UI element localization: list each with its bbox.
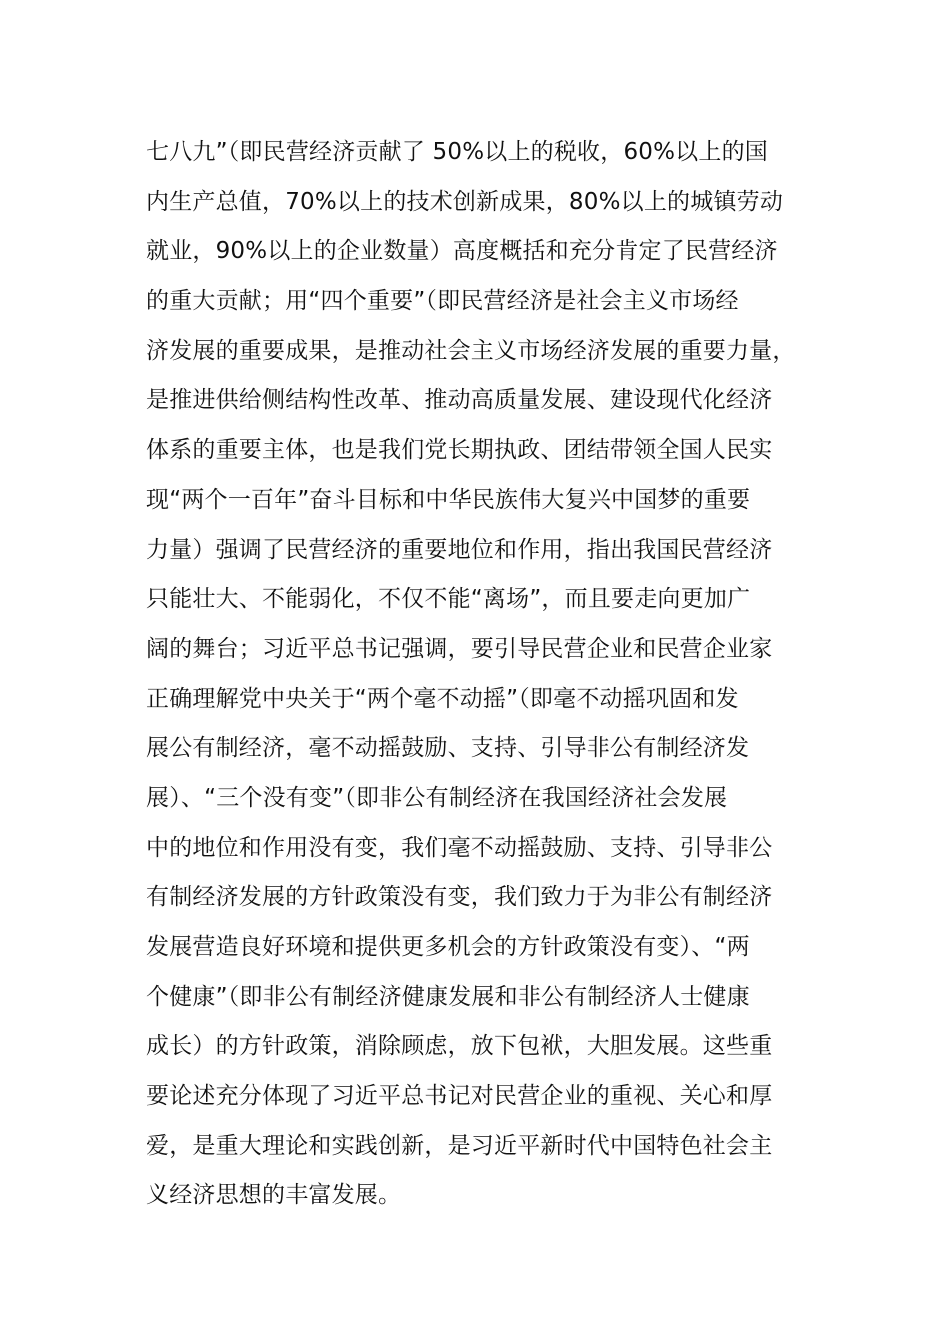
text-line: 爱，是重大理论和实践创新，是习近平新时代中国特色社会主 — [146, 1132, 773, 1159]
text-line: 发展营造良好环境和提供更多机会的方针政策没有变）、“两 — [146, 934, 750, 960]
text-line: 现“两个一百年”奋斗目标和中华民族伟大复兴中国梦的重要 — [146, 486, 751, 513]
text-line: 义经济思想的丰富发展。 — [146, 1182, 402, 1209]
text-line: 中的地位和作用没有变，我们毫不动摇鼓励、支持、引导非公 — [146, 834, 773, 861]
text-line: 力量）强调了民营经济的重要地位和作用，指出我国民营经济 — [146, 536, 773, 563]
text-line: 就业，90%以上的企业数量）高度概括和充分肯定了民营经济 — [146, 238, 778, 265]
text-line: 展）、“三个没有变”（即非公有制经济在我国经济社会发展 — [146, 784, 728, 811]
text-line: 展公有制经济，毫不动摇鼓励、支持、引导非公有制经济发 — [146, 735, 750, 762]
text-line: 个健康”（即非公有制经济健康发展和非公有制经济人士健康 — [146, 983, 750, 1010]
text-line: 是推进供给侧结构性改革、推动高质量发展、建设现代化经济 — [146, 387, 773, 414]
text-line: 有制经济发展的方针政策没有变，我们致力于为非公有制经济 — [146, 884, 773, 911]
text-line: 体系的重要主体，也是我们党长期执政、团结带领全国人民实 — [146, 437, 773, 464]
text-line: 只能壮大、不能弱化，不仅不能“离场”，而且要走向更加广 — [146, 586, 751, 613]
text-line: 的重大贡献；用“四个重要”（即民营经济是社会主义市场经 — [146, 288, 739, 315]
text-line: 七八九”（即民营经济贡献了 50%以上的税收，60%以上的国 — [146, 139, 768, 165]
body-paragraph — [146, 128, 816, 1221]
text-line: 阔的舞台；习近平总书记强调，要引导民营企业和民营企业家 — [146, 635, 773, 662]
text-line: 内生产总值，70%以上的技术创新成果，80%以上的城镇劳动 — [146, 188, 784, 215]
text-line: 济发展的重要成果，是推动社会主义市场经济发展的重要力量， — [146, 337, 796, 364]
text-line: 正确理解党中央关于“两个毫不动摇”（即毫不动摇巩固和发 — [146, 685, 739, 712]
text-line: 成长）的方针政策，消除顾虑，放下包袱，大胆发展。这些重 — [146, 1033, 773, 1060]
text-line: 要论述充分体现了习近平总书记对民营企业的重视、关心和厚 — [146, 1083, 773, 1110]
